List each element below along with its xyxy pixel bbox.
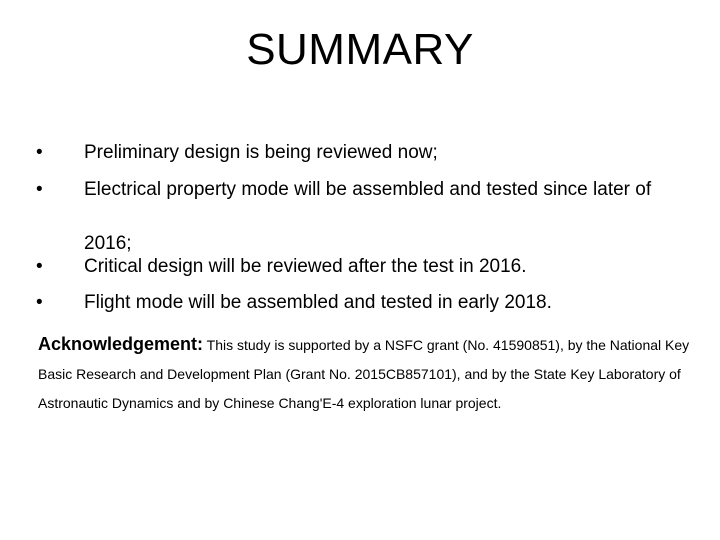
acknowledgement-text: This study is supported by a NSFC grant (No. 41590851), by the National Key Basic Research and Development Plan (Grant No. 2015CB857101), and by the State Key Laboratory of Astronautic Dynamics and by Chinese Chang'E-4 exploration lunar project.	[38, 337, 690, 411]
bullet-text: Electrical property mode will be assembled and tested since later of 2016;	[84, 179, 652, 254]
acknowledgement-paragraph	[38, 330, 698, 418]
acknowledgement-label: Acknowledgement:	[38, 334, 204, 354]
bullet-marker-icon: •	[36, 292, 43, 313]
bullet-text: Preliminary design is being reviewed now;	[84, 142, 438, 163]
bullet-marker-icon: •	[36, 179, 43, 200]
bullet-text: Critical design will be reviewed after the test in 2016.	[84, 256, 527, 277]
bullet-marker-icon: •	[36, 256, 43, 277]
bullet-marker-icon: •	[36, 142, 43, 163]
bullet-text: Flight mode will be assembled and tested in early 2018.	[84, 292, 552, 313]
slide-title: SUMMARY	[246, 25, 474, 74]
